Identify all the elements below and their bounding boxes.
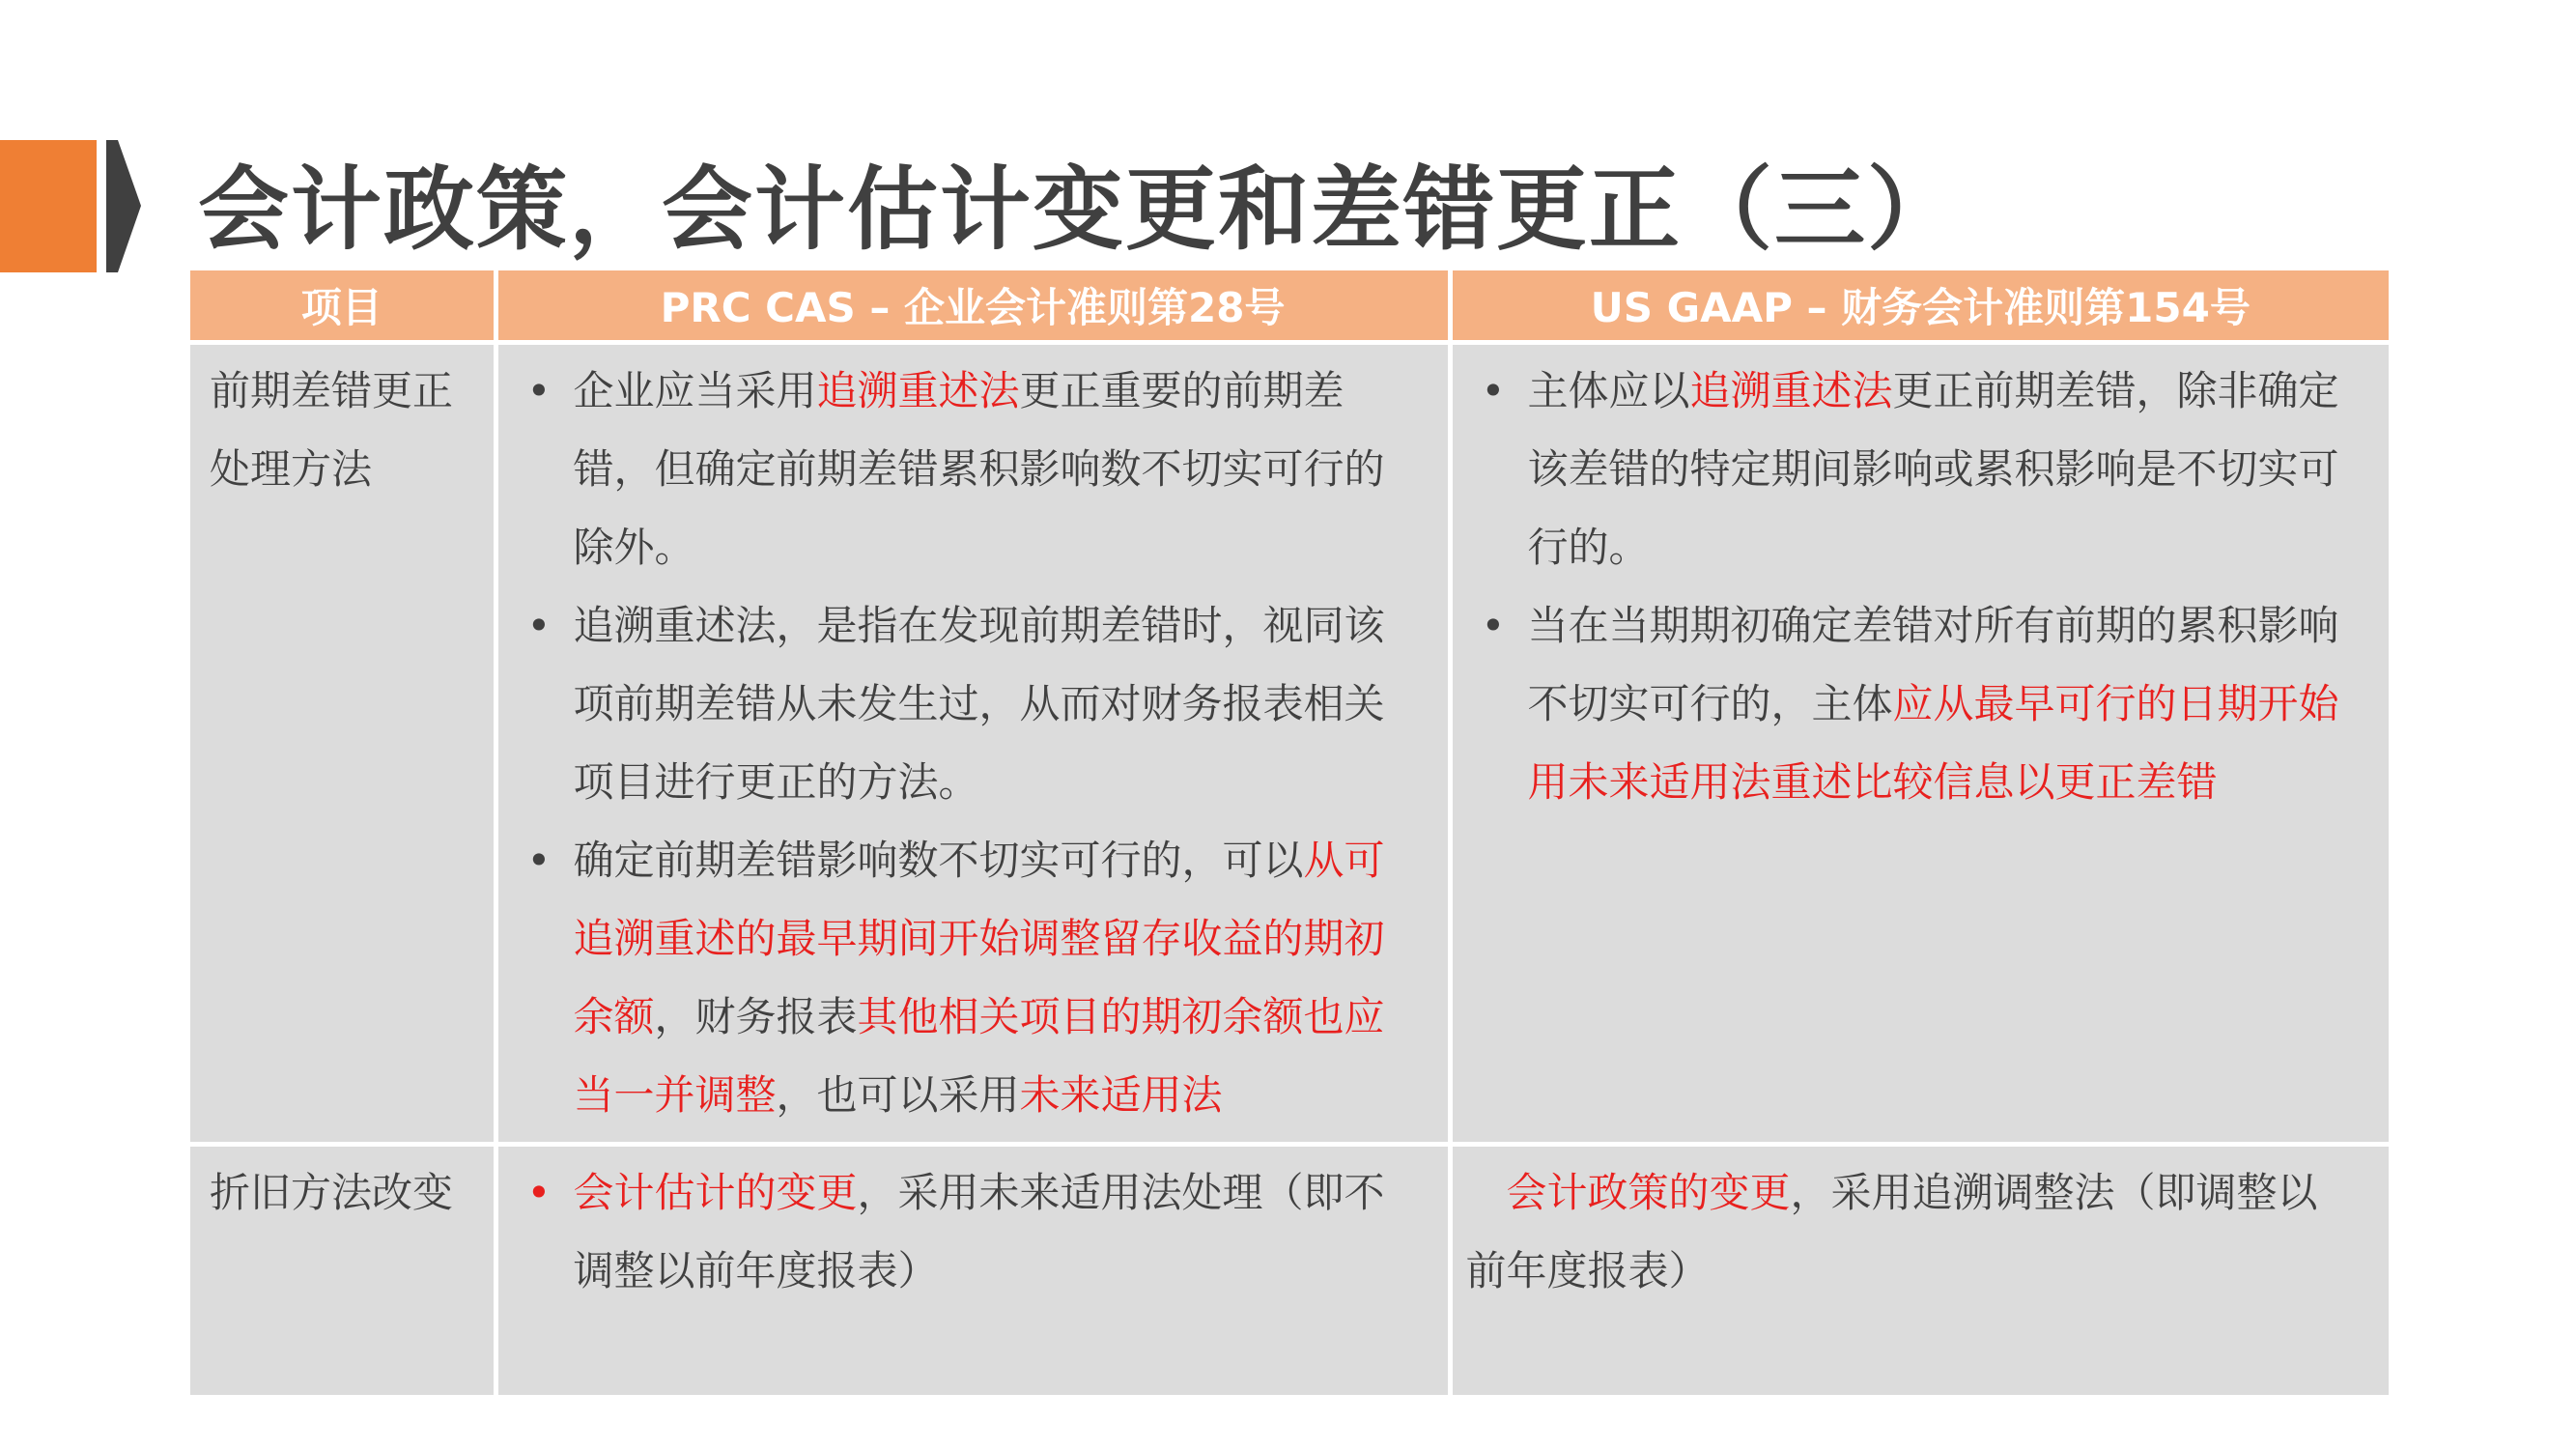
list-item: • 企业应当采用追溯重述法更正重要的前期差错，但确定前期差错累积影响数不切实可行的除外。	[512, 352, 1400, 586]
prc-depreciation-list	[512, 1153, 1400, 1310]
us-prior-period-error-cell	[1450, 343, 2389, 1145]
table-row-prior-period-error	[190, 343, 2389, 1145]
bullet-icon: •	[526, 837, 552, 884]
prc-prior-period-error-cell	[495, 343, 1450, 1145]
highlight-text: 未来适用法	[1019, 1071, 1223, 1119]
highlight-text: 追溯重述法	[816, 367, 1020, 414]
list-item: • 追溯重述法，是指在发现前期差错时，视同该项前期差错从未发生过，从而对财务报表相关项目进行更正的方法。	[512, 586, 1400, 821]
us-bullet-list	[1466, 352, 2355, 821]
title-accent-block	[0, 140, 97, 272]
bullet-icon: •	[526, 602, 552, 649]
highlight-text: 应从最早可行的日期开始用未来适用法重述比较信息以更正差错	[1527, 680, 2339, 806]
bullet-icon: •	[526, 367, 552, 414]
header-us-gaap: US GAAP – 财务会计准则第154号	[1450, 270, 2389, 343]
prc-bullet-list	[512, 352, 1400, 1134]
highlight-text: 会计政策的变更	[1506, 1169, 1791, 1216]
bullet-icon: •	[1481, 367, 1506, 414]
header-prc-cas: PRC CAS – 企业会计准则第28号	[495, 270, 1450, 343]
highlight-text: 追溯重述法	[1689, 367, 1893, 414]
list-item: • 会计估计的变更，采用未来适用法处理（即不调整以前年度报表）	[512, 1153, 1400, 1310]
highlight-text: 从可追溯重述的最早期间开始调整留存收益的期初余额	[573, 837, 1385, 1040]
header-item: 项目	[190, 270, 495, 343]
highlight-text: 其他相关项目的期初余额也应当一并调整	[573, 993, 1385, 1119]
table-header-row	[190, 270, 2389, 343]
table-row-depreciation-change	[190, 1145, 2389, 1398]
highlight-text: 会计估计的变更	[573, 1169, 858, 1216]
bullet-icon: •	[526, 1169, 552, 1216]
us-depreciation-change-cell	[1450, 1145, 2389, 1398]
prc-depreciation-change-cell	[495, 1145, 1450, 1398]
bullet-icon: •	[1481, 602, 1506, 649]
page-title: 会计政策，会计估计变更和差错更正（三）	[198, 157, 1961, 263]
list-item: • 当在当期期初确定差错对所有前期的累积影响不切实可行的，主体应从最早可行的日期开始用未来适用法重述比较信息以更正差错	[1466, 586, 2355, 821]
chevron-right-icon	[106, 140, 145, 272]
comparison-table	[190, 270, 2389, 1400]
us-depreciation-text: 会计政策的变更，采用追溯调整法（即调整以前年度报表）	[1465, 1169, 2318, 1294]
row-label-depreciation-change: 折旧方法改变	[190, 1145, 495, 1398]
list-item: • 主体应以追溯重述法更正前期差错，除非确定该差错的特定期间影响或累积影响是不切实可行的。	[1466, 352, 2355, 586]
list-item: • 确定前期差错影响数不切实可行的，可以从可追溯重述的最早期间开始调整留存收益的期初余额，财务报表其他相关项目的期初余额也应当一并调整，也可以采用未来适用法	[512, 821, 1400, 1134]
row-label-prior-period-error: 前期差错更正处理方法	[190, 343, 495, 1145]
